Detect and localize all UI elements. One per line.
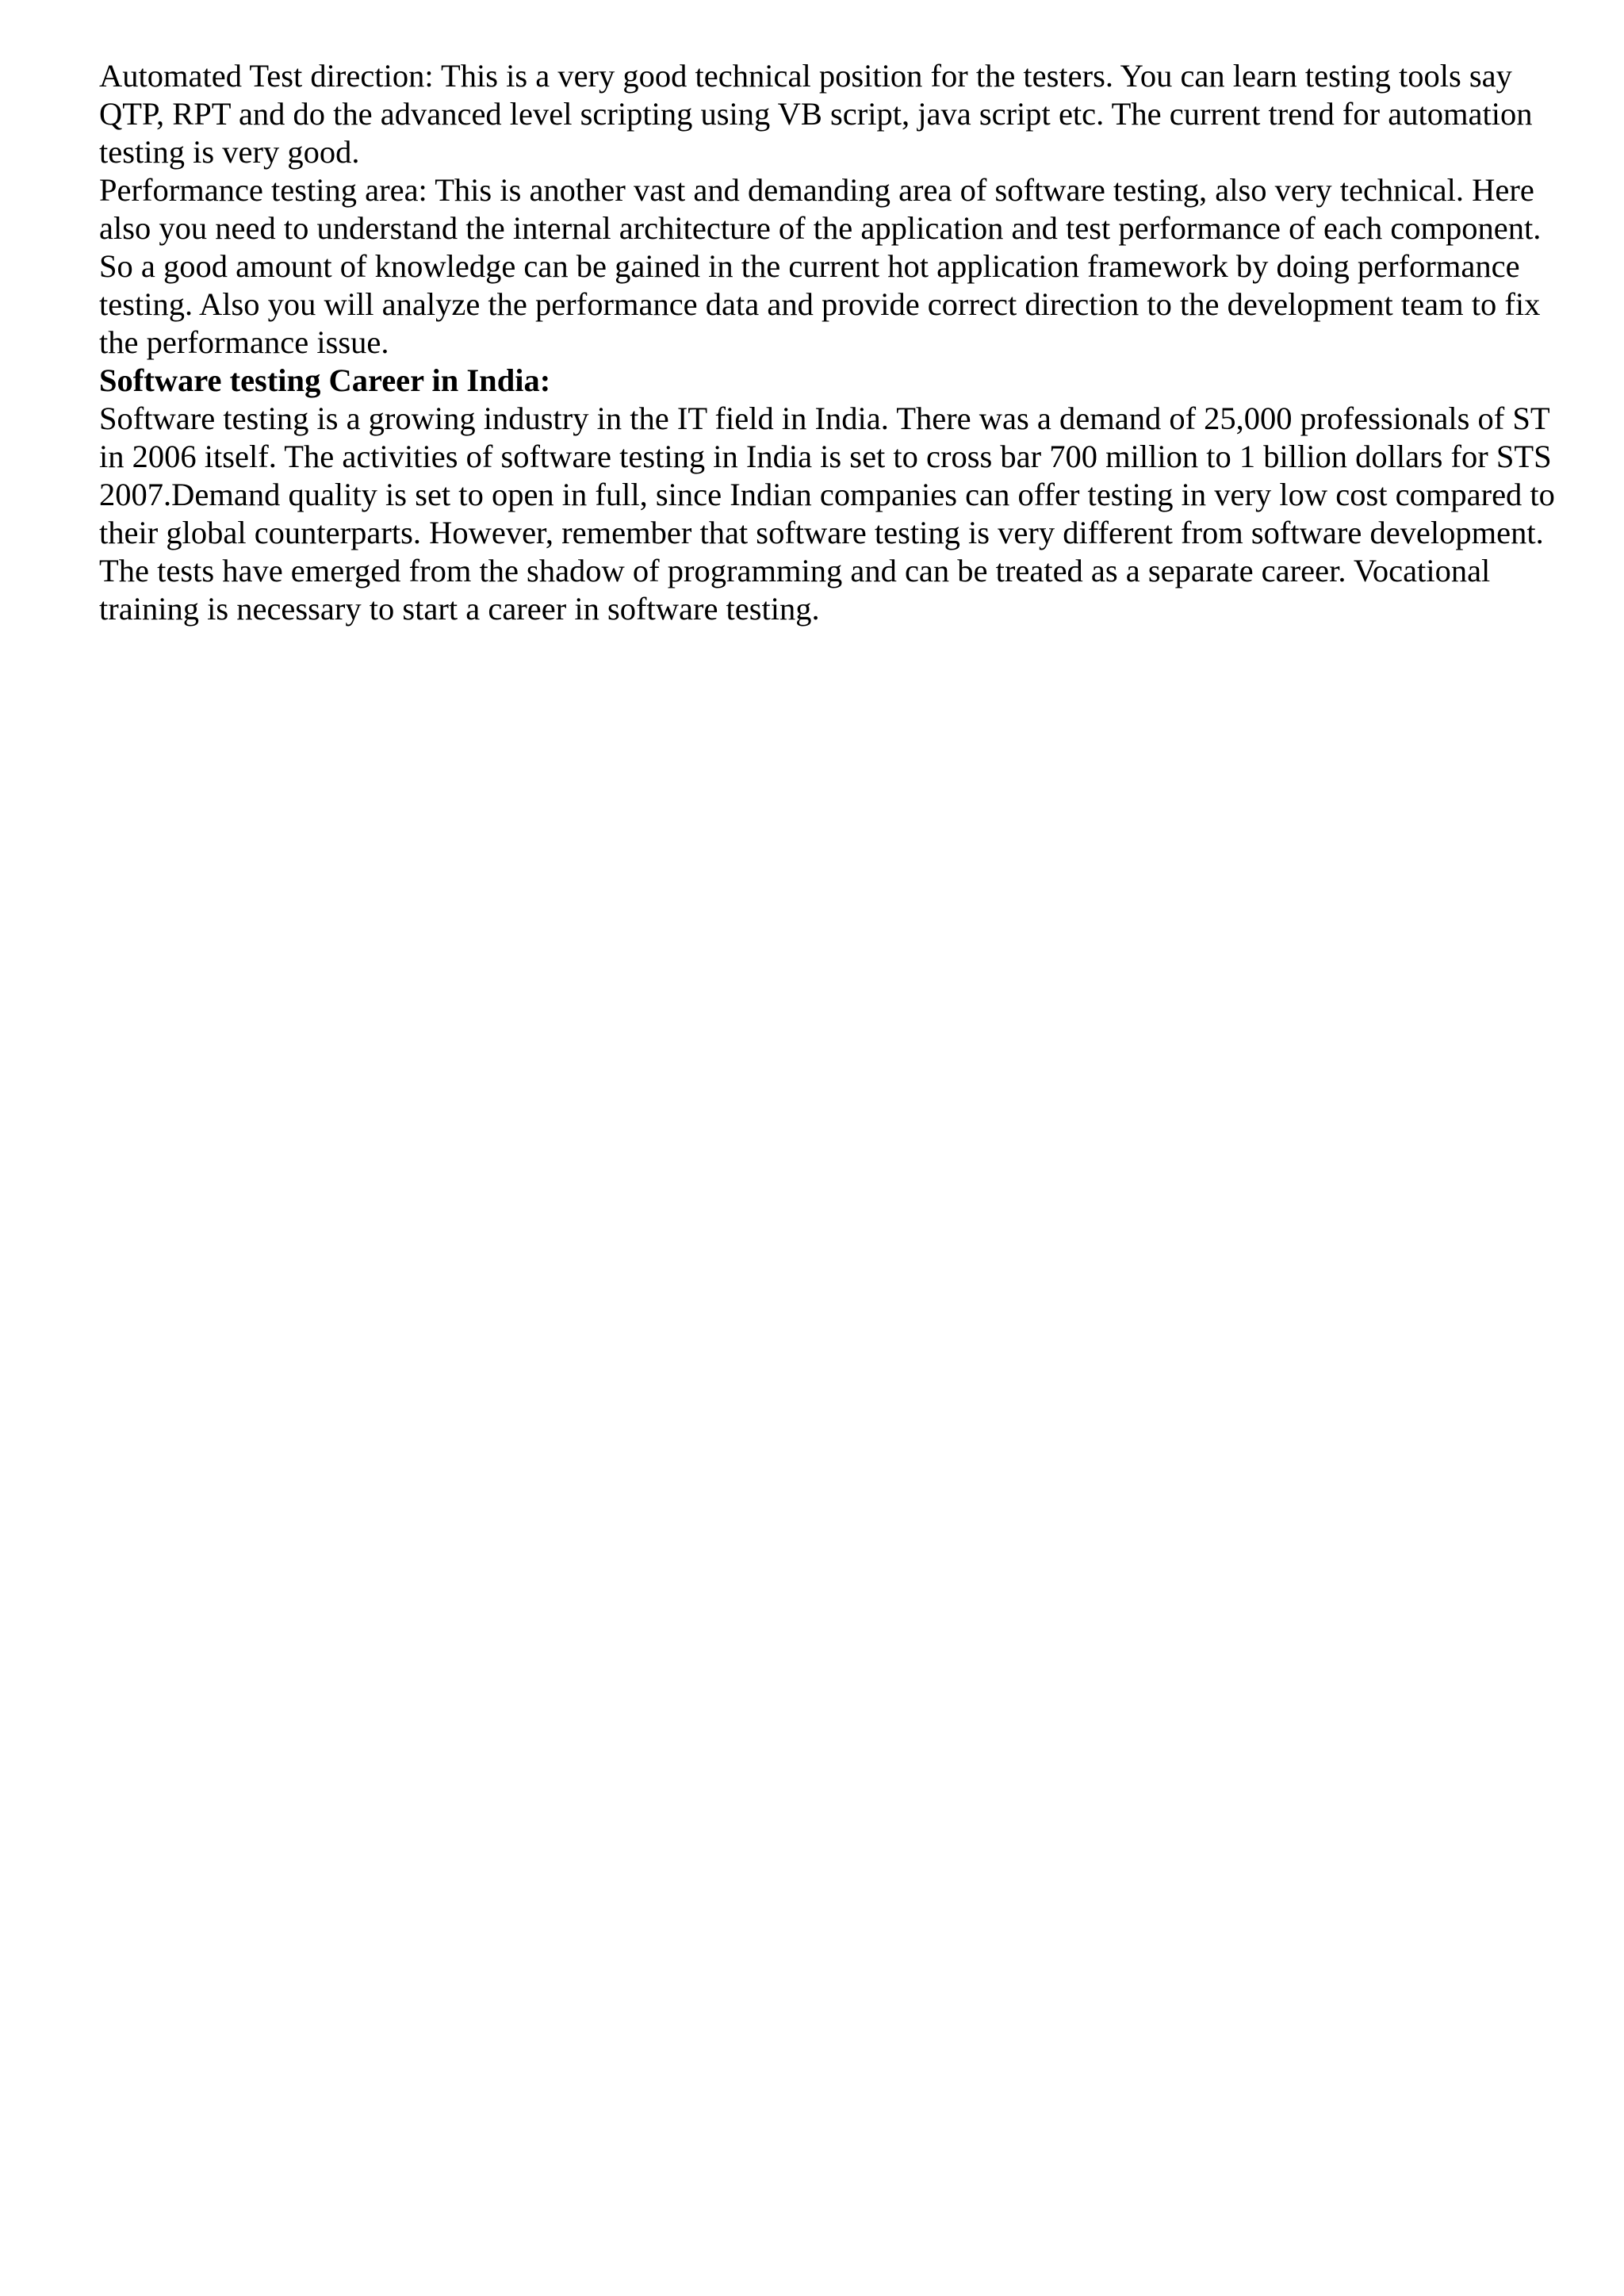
career-india-paragraph: Software testing is a growing industry in the IT field in India. There was a demand of 25,000 professionals of ST in 2006 itself. The activities of software testing in India is set to cross bar 700 million to 1 billion dollars for STS 2007.Demand quality is set to open in full, since Indian companies can offer testing in very low cost compared to their global counterparts. However, remember that software testing is very different from software development. The tests have emerged from the shadow of programming and can be treated as a separate career. Vocational training is necessary to start a career in software testing. — [99, 401, 1555, 627]
career-india-heading: Software testing Career in India: — [99, 362, 551, 398]
automated-test-paragraph: Automated Test direction: This is a very good technical position for the testers. You can learn testing tools say QTP, RPT and do the advanced level scripting using VB script, java script etc. The current trend for automation testing is very good. — [99, 58, 1533, 170]
performance-testing-paragraph: Performance testing area: This is another vast and demanding area of software testing, also very technical. Here also you need to understand the internal architecture of the application and test performance of each component. So a good amount of knowledge can be gained in the current hot application framework by doing performance testing. Also you will analyze the performance data and provide correct direction to the development team to fix the performance issue. — [99, 172, 1542, 360]
document-page — [99, 57, 1574, 628]
